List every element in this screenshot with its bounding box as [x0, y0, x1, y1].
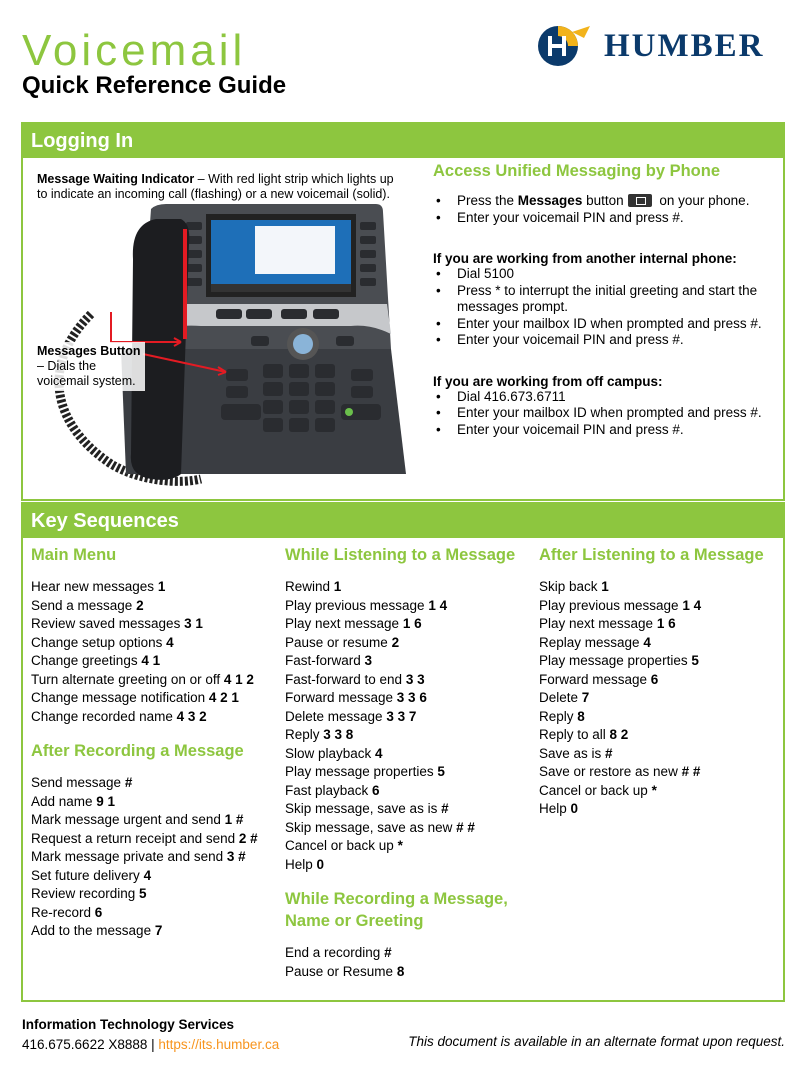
key-code: 3 3 6 — [396, 690, 427, 705]
key-sequence-item — [31, 708, 281, 727]
action-label: Review recording — [31, 886, 140, 901]
key-sequence-item — [31, 922, 281, 941]
step-text: Press the — [457, 193, 518, 208]
key-sequence-item — [31, 634, 281, 653]
action-label: Change setup options — [31, 634, 167, 650]
access-heading: Access Unified Messaging by Phone — [433, 162, 720, 180]
key-code: 5 — [691, 653, 699, 668]
key-sequence-item — [285, 944, 535, 963]
action-label: Review saved messages — [31, 616, 185, 631]
key-sequence-item — [539, 708, 783, 727]
key-list — [285, 578, 535, 874]
action-label: Fast-forward to end — [285, 671, 406, 687]
key-code: 4 3 2 — [176, 708, 207, 724]
action-label: Cancel or back up — [285, 838, 398, 853]
key-code: 1 4 — [682, 597, 702, 613]
page-subtitle: Quick Reference Guide — [22, 72, 287, 99]
action-label: Play previous message — [285, 597, 429, 613]
internal-heading: If you are working from another internal phone: — [433, 251, 737, 266]
list-item: • Enter your mailbox ID when prompted and press #. — [433, 316, 778, 333]
step-text: button — [582, 193, 624, 208]
action-label: Play message properties — [539, 653, 692, 668]
key-sequence-item — [31, 867, 281, 886]
list-item: • Enter your voicemail PIN and press #. — [433, 210, 778, 227]
key-sequence-item — [285, 856, 535, 875]
internal-steps — [433, 266, 778, 349]
action-label: Request a return receipt and send — [31, 830, 239, 846]
footer-dept: Information Technology Services — [22, 1017, 235, 1032]
column-middle — [285, 544, 535, 981]
key-sequence-item — [31, 885, 281, 904]
key-code: 1 6 — [656, 616, 676, 631]
list-item: • Press * to interrupt the initial greeting and start the messages prompt. — [433, 283, 778, 316]
key-code: 1 4 — [428, 597, 448, 613]
action-label: Rewind — [285, 579, 334, 594]
key-code: 7 — [154, 923, 163, 938]
action-label: Cancel or back up — [539, 782, 652, 798]
key-sequence-item — [285, 578, 535, 597]
key-sequence-item — [285, 819, 535, 838]
callout-title: Messages Button — [37, 344, 141, 358]
action-label: Send a message — [31, 597, 137, 613]
after-listening-heading: After Listening to a Message — [539, 546, 764, 564]
key-code: 3 3 — [405, 671, 425, 687]
action-label: Save as is — [539, 745, 606, 761]
action-label: Delete message — [285, 708, 387, 724]
action-label: Set future delivery — [31, 867, 144, 883]
action-label: Hear new messages — [31, 579, 158, 594]
key-sequence-item — [539, 597, 783, 616]
key-list — [539, 578, 783, 819]
callout-text: – Dials the voicemail system. — [37, 359, 136, 388]
key-code: 3 3 7 — [386, 708, 417, 724]
key-sequence-item — [285, 671, 535, 690]
while-listening-heading: While Listening to a Message — [285, 546, 516, 564]
section-heading: Logging In — [23, 124, 783, 158]
action-label: Change recorded name — [31, 708, 177, 724]
action-label: Forward message — [539, 671, 651, 687]
key-code: 3 # — [226, 849, 246, 864]
key-code: 3 1 — [184, 616, 203, 631]
footer-phone: 416.675.6622 X8888 | — [22, 1037, 159, 1052]
key-sequence-item — [31, 689, 281, 708]
key-sequence-item — [285, 963, 535, 982]
key-code: 1 — [157, 579, 166, 594]
action-label: Reply to all — [539, 727, 610, 742]
key-code: 4 1 2 — [223, 671, 254, 687]
key-sequence-item — [31, 811, 281, 830]
key-code: # # — [681, 764, 701, 779]
key-sequence-item — [539, 782, 783, 801]
key-sequence-item — [539, 745, 783, 764]
step-bold: Messages — [517, 193, 583, 208]
list-item: • Enter your mailbox ID when prompted and press #. — [433, 405, 778, 422]
key-sequence-item — [31, 793, 281, 812]
logo-text: HUMBER — [604, 28, 765, 64]
key-sequence-item — [285, 745, 535, 764]
key-code: # — [605, 745, 613, 761]
key-code: 4 — [166, 634, 174, 650]
humber-logo-icon — [532, 24, 594, 68]
key-list — [31, 578, 281, 726]
key-sequence-item — [31, 830, 281, 849]
action-label: Reply — [285, 727, 324, 742]
key-sequence-item — [31, 578, 281, 597]
action-label: Reply — [539, 708, 578, 724]
key-sequence-item — [31, 652, 281, 671]
action-label: Delete — [539, 690, 582, 705]
key-code: 4 1 — [141, 653, 161, 668]
action-label: Change greetings — [31, 653, 142, 668]
key-sequence-item — [285, 597, 535, 616]
key-code: 3 3 8 — [323, 727, 354, 742]
key-code: 2 — [391, 634, 400, 650]
key-sequence-item — [285, 782, 535, 801]
key-sequence-item — [31, 597, 281, 616]
key-sequence-item — [31, 671, 281, 690]
ip-phone-image — [31, 164, 421, 494]
key-code: 0 — [316, 856, 325, 872]
while-recording-heading: While Recording a Message, Name or Greeting — [285, 890, 508, 930]
action-label: Slow playback — [285, 745, 376, 761]
key-sequence-item — [31, 904, 281, 923]
key-sequence-item — [539, 615, 783, 634]
key-code: 4 — [643, 634, 651, 650]
key-code: * — [651, 782, 657, 798]
action-label: Add to the message — [31, 923, 155, 938]
logging-in-section — [21, 122, 785, 501]
access-instructions — [433, 162, 778, 438]
key-code: 2 — [136, 597, 144, 613]
action-label: Save or restore as new — [539, 764, 682, 779]
action-label: Pause or Resume — [285, 963, 397, 979]
action-label: Send message — [31, 775, 125, 790]
action-label: Add name — [31, 793, 97, 809]
action-label: Mark message private and send — [31, 849, 227, 864]
action-label: Fast playback — [285, 782, 373, 798]
key-code: 5 — [437, 764, 445, 779]
key-code: 7 — [581, 690, 590, 705]
key-code: 5 — [139, 886, 147, 901]
action-label: Help — [539, 801, 571, 816]
key-sequence-item — [285, 689, 535, 708]
action-label: Pause or resume — [285, 634, 392, 650]
key-code: 1 6 — [402, 616, 422, 631]
key-sequence-item — [31, 848, 281, 867]
callout-text: – With red light strip which lights up to indicate an incoming call (flashing) or a new voicemail (solid). — [37, 172, 394, 201]
key-sequence-item — [539, 578, 783, 597]
alternate-format-note: This document is available in an alternate format upon request. — [408, 1034, 785, 1049]
key-sequence-item — [539, 652, 783, 671]
key-sequences-section — [21, 502, 785, 1002]
phone-steps — [433, 193, 778, 226]
key-sequence-item — [285, 708, 535, 727]
key-sequence-item — [285, 634, 535, 653]
key-sequence-item — [285, 615, 535, 634]
key-code: 8 — [577, 708, 585, 724]
action-label: Change message notification — [31, 690, 209, 705]
key-list — [31, 774, 281, 941]
list-item — [433, 193, 778, 210]
key-code: # # — [456, 819, 475, 835]
key-code: 8 2 — [609, 727, 629, 742]
action-label: Play message properties — [285, 764, 438, 779]
list-item: • Dial 416.673.6711 — [433, 389, 778, 406]
key-code: 3 — [364, 653, 373, 668]
key-sequence-item — [539, 671, 783, 690]
key-sequence-item — [539, 634, 783, 653]
action-label: Mark message urgent and send — [31, 812, 225, 827]
messages-button-callout — [35, 342, 145, 391]
action-label: Forward message — [285, 690, 397, 705]
key-sequence-item — [285, 837, 535, 856]
key-code: 0 — [570, 801, 579, 816]
key-sequence-item — [285, 652, 535, 671]
key-sequence-item — [539, 726, 783, 745]
action-label: Play next message — [285, 616, 403, 631]
page-title: Voicemail — [22, 26, 247, 75]
key-code: 6 — [372, 782, 380, 798]
key-list — [285, 944, 535, 981]
action-label: Fast-forward — [285, 653, 365, 668]
messages-key-icon — [628, 194, 652, 207]
action-label: Re-record — [31, 904, 95, 920]
action-label: Replay message — [539, 634, 644, 650]
callout-title: Message Waiting Indicator — [37, 172, 195, 186]
list-item: • Enter your voicemail PIN and press #. — [433, 332, 778, 349]
key-code: # — [384, 945, 392, 960]
key-sequence-item — [539, 763, 783, 782]
list-item: • Enter your voicemail PIN and press #. — [433, 422, 778, 439]
key-code: 1 # — [224, 812, 244, 827]
key-code: 6 — [94, 904, 103, 920]
key-sequence-item — [285, 726, 535, 745]
action-label: Play next message — [539, 616, 657, 631]
action-label: Skip message, save as new — [285, 819, 457, 835]
action-label: Skip message, save as is — [285, 801, 442, 816]
key-sequence-item — [285, 800, 535, 819]
key-code: 6 — [650, 671, 659, 687]
after-recording-heading: After Recording a Message — [31, 742, 244, 760]
key-sequence-item — [31, 615, 281, 634]
its-link[interactable]: https://its.humber.ca — [158, 1037, 280, 1052]
action-label: Turn alternate greeting on or off — [31, 671, 224, 687]
key-sequence-item — [539, 689, 783, 708]
key-code: * — [397, 838, 403, 853]
footer — [22, 1015, 279, 1055]
offcampus-heading: If you are working from off campus: — [433, 373, 663, 389]
column-right — [539, 544, 783, 819]
message-waiting-indicator-callout — [37, 172, 407, 202]
key-sequence-item — [285, 763, 535, 782]
humber-logo — [532, 24, 787, 68]
action-label: End a recording — [285, 945, 385, 960]
key-code: 1 — [333, 579, 342, 594]
key-code: 4 — [143, 867, 152, 883]
key-code: 2 # — [238, 830, 258, 846]
key-sequence-item — [31, 774, 281, 793]
offcampus-steps — [433, 389, 778, 439]
action-label: Help — [285, 856, 317, 872]
key-code: 4 — [375, 745, 383, 761]
key-code: 1 — [601, 579, 609, 594]
key-code: # — [441, 801, 449, 816]
key-code: 4 2 1 — [208, 690, 239, 705]
main-menu-heading: Main Menu — [31, 546, 117, 564]
column-left — [31, 544, 281, 941]
key-code: 9 1 — [96, 793, 116, 809]
list-item: • Dial 5100 — [433, 266, 778, 283]
key-code: 8 — [396, 963, 405, 979]
action-label: Skip back — [539, 579, 602, 594]
step-text: on your phone. — [655, 193, 750, 208]
key-code: # — [124, 775, 133, 790]
key-sequence-item — [539, 800, 783, 819]
action-label: Play previous message — [539, 597, 683, 613]
section-heading: Key Sequences — [23, 504, 783, 538]
